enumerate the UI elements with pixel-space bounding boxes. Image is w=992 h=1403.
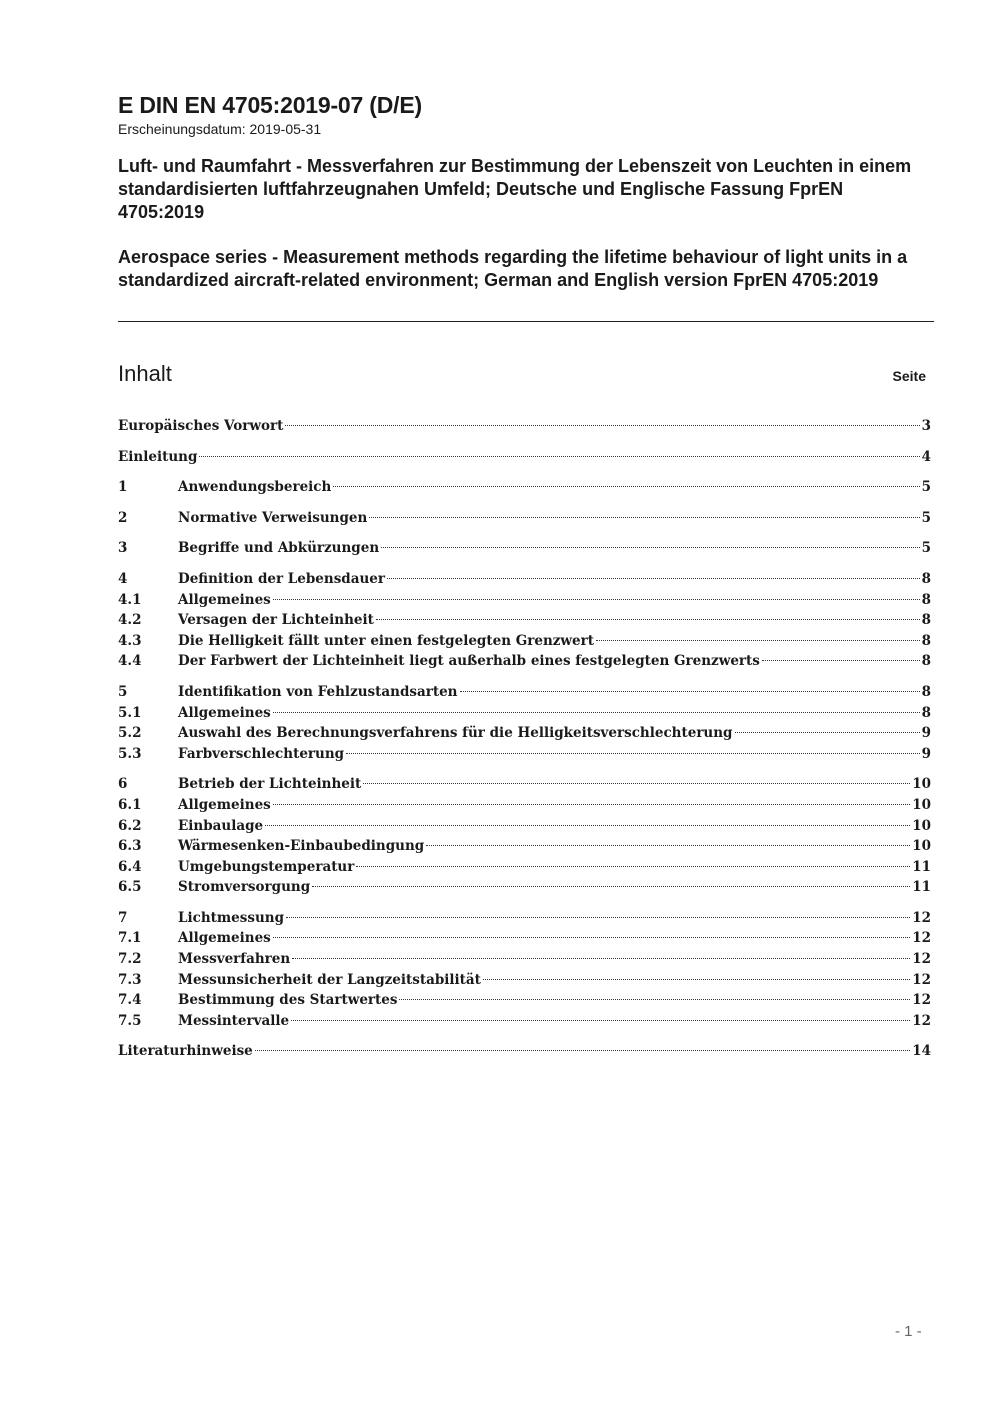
toc-page-column-label: Seite	[892, 368, 926, 384]
toc-entry-label[interactable]: Farbverschlechterung	[178, 745, 345, 762]
toc-entry-number: 5.2	[118, 725, 142, 742]
toc-entry-page: 10	[912, 776, 931, 793]
toc-entry-label[interactable]: Messintervalle	[178, 1012, 290, 1029]
toc-dot-leader	[291, 1020, 910, 1021]
toc-entry[interactable]	[118, 416, 931, 437]
toc-entry-number: 2	[118, 509, 128, 526]
toc-entry-number: 4.2	[118, 612, 142, 629]
toc-dot-leader	[369, 517, 919, 518]
toc-entry[interactable]	[118, 970, 931, 991]
toc-entry-page: 12	[912, 1012, 931, 1029]
toc-dot-leader	[762, 660, 920, 661]
toc-dot-leader	[273, 804, 910, 805]
toc-entry-number: 7.1	[118, 930, 142, 947]
toc-entry-number: 6.2	[118, 817, 142, 834]
toc-entry-page: 14	[912, 1043, 931, 1060]
toc-entry-label[interactable]: Europäisches Vorwort	[118, 418, 284, 434]
toc-entry-label[interactable]: Allgemeines	[178, 930, 271, 947]
toc-entry-label[interactable]: Allgemeines	[178, 796, 271, 813]
toc-entry-label[interactable]: Allgemeines	[178, 704, 271, 721]
toc-entry-page: 8	[921, 683, 931, 700]
toc-dot-leader	[483, 979, 910, 980]
toc-entry[interactable]	[118, 836, 931, 857]
toc-entry-number: 1	[118, 479, 128, 496]
toc-entry[interactable]	[118, 682, 931, 703]
toc-dot-leader	[333, 486, 919, 487]
toc-entry-page: 12	[912, 992, 931, 1009]
toc-entry[interactable]	[118, 816, 931, 837]
toc-entry[interactable]	[118, 703, 931, 724]
toc-entry-label[interactable]: Der Farbwert der Lichteinheit liegt außerhalb eines festgelegten Grenzwerts	[178, 653, 760, 670]
toc-entry[interactable]	[118, 908, 931, 929]
document-header	[118, 92, 938, 292]
toc-entry-number: 6.3	[118, 838, 142, 855]
toc-entry-number: 7.5	[118, 1012, 142, 1029]
toc-entry-label[interactable]: Versagen der Lichteinheit	[178, 612, 374, 629]
toc-entry[interactable]	[118, 857, 931, 878]
toc-dot-leader	[399, 999, 910, 1000]
toc-dot-leader	[426, 845, 910, 846]
toc-entry-page: 12	[912, 930, 931, 947]
toc-entry[interactable]	[118, 877, 931, 898]
toc-entry-label[interactable]: Literaturhinweise	[118, 1043, 253, 1060]
toc-dot-leader	[460, 691, 920, 692]
toc-entry[interactable]	[118, 949, 931, 970]
toc-entry-page: 12	[912, 971, 931, 988]
toc-entry-number: 6.4	[118, 858, 142, 875]
toc-entry-label[interactable]: Umgebungstemperatur	[178, 858, 355, 875]
toc-entry[interactable]	[118, 651, 931, 672]
toc-entry-number: 5.3	[118, 745, 142, 762]
toc-dot-leader	[346, 753, 920, 754]
toc-entry-page: 9	[921, 725, 931, 742]
toc-entry-number: 4.4	[118, 653, 142, 670]
toc-entry-label[interactable]: Messverfahren	[178, 951, 291, 968]
toc-entry-page: 8	[921, 704, 931, 721]
toc-entry-number: 7	[118, 909, 128, 926]
page-number: - 1 -	[895, 1323, 922, 1340]
toc-entry-page: 8	[921, 632, 931, 649]
toc-entry-label[interactable]: Definition der Lebensdauer	[178, 570, 386, 587]
publication-date: Erscheinungsdatum: 2019-05-31	[118, 121, 322, 137]
toc-entry[interactable]	[118, 744, 931, 765]
toc-entry[interactable]	[118, 447, 931, 468]
toc-entry-label[interactable]: Betrieb der Lichteinheit	[178, 776, 362, 793]
toc-dot-leader	[363, 783, 910, 784]
toc-entry-page: 5	[921, 509, 931, 526]
toc-dot-leader	[735, 732, 920, 733]
toc-dot-leader	[312, 886, 910, 887]
toc-entry-page: 8	[921, 570, 931, 587]
toc-entry-page: 10	[912, 838, 931, 855]
toc-entry-page: 8	[921, 653, 931, 670]
toc-entry[interactable]	[118, 928, 931, 949]
toc-header	[118, 360, 926, 390]
toc-entry-label[interactable]: Lichtmessung	[178, 909, 285, 926]
table-of-contents	[118, 416, 931, 1062]
toc-dot-leader	[286, 917, 910, 918]
toc-dot-leader	[255, 1050, 910, 1051]
toc-entry[interactable]	[118, 774, 931, 795]
toc-entry-page: 10	[912, 796, 931, 813]
toc-dot-leader	[265, 825, 910, 826]
header-divider	[118, 321, 934, 322]
toc-entry[interactable]	[118, 508, 931, 529]
toc-dot-leader	[356, 866, 910, 867]
toc-dot-leader	[376, 619, 920, 620]
toc-entry-label[interactable]: Einleitung	[118, 448, 198, 465]
toc-entry-label[interactable]: Auswahl des Berechnungsverfahrens für die Helligkeitsverschlechterung	[178, 725, 733, 742]
toc-entry-number: 4.1	[118, 591, 142, 608]
toc-entry-page: 11	[912, 858, 931, 875]
toc-entry[interactable]	[118, 538, 931, 559]
toc-dot-leader	[273, 937, 910, 938]
toc-dot-leader	[292, 958, 910, 959]
toc-entry-number: 7.2	[118, 951, 142, 968]
toc-entry-number: 7.3	[118, 971, 142, 988]
title-german: Luft- und Raumfahrt - Messverfahren zur Bestimmung der Lebenszeit von Leuchten in einem standardisierten luftfahrzeugnahen Umfeld; Deutsche und Englische Fassung FprEN 4705:2019	[118, 156, 912, 222]
toc-entry-page: 9	[921, 745, 931, 762]
toc-entry-label[interactable]: Normative Verweisungen	[178, 509, 368, 526]
toc-entry-number: 5.1	[118, 704, 142, 721]
toc-entry-number: 3	[118, 540, 128, 557]
toc-entry-label[interactable]: Messunsicherheit der Langzeitstabilität	[178, 971, 481, 988]
toc-dot-leader	[596, 640, 920, 641]
toc-entry-page: 5	[921, 540, 931, 557]
toc-entry[interactable]	[118, 990, 931, 1011]
title-english: Aerospace series - Measurement methods regarding the lifetime behaviour of light units in a standardized aircraft-related environment; German and English version FprEN 4705:2019	[118, 247, 908, 290]
toc-entry-number: 5	[118, 683, 128, 700]
toc-dot-leader	[387, 578, 920, 579]
toc-dot-leader	[273, 712, 920, 713]
toc-dot-leader	[273, 599, 920, 600]
toc-entry[interactable]	[118, 723, 931, 744]
toc-entry[interactable]	[118, 1041, 931, 1062]
toc-entry-label[interactable]: Einbaulage	[178, 817, 264, 834]
toc-entry-label[interactable]: Wärmesenken-Einbaubedingung	[178, 838, 425, 855]
toc-entry-label[interactable]: Bestimmung des Startwertes	[178, 992, 398, 1009]
toc-dot-leader	[381, 547, 919, 548]
toc-entry-number: 7.4	[118, 992, 142, 1009]
toc-entry-page: 12	[912, 909, 931, 926]
toc-entry-page: 8	[921, 591, 931, 608]
toc-entry-number: 6	[118, 776, 128, 793]
toc-entry[interactable]	[118, 569, 931, 590]
toc-entry[interactable]	[118, 610, 931, 631]
toc-entry-label[interactable]: Die Helligkeit fällt unter einen festgelegten Grenzwert	[178, 632, 594, 649]
toc-entry-label[interactable]: Allgemeines	[178, 591, 271, 608]
toc-heading: Inhalt	[118, 361, 172, 386]
toc-entry-label[interactable]: Identifikation von Fehlzustandsarten	[178, 683, 458, 700]
toc-entry-page: 8	[921, 612, 931, 629]
toc-entry[interactable]	[118, 631, 931, 652]
toc-entry-number: 6.5	[118, 879, 142, 896]
document-id: E DIN EN 4705:2019-07 (D/E)	[118, 92, 422, 118]
toc-entry[interactable]	[118, 590, 931, 611]
toc-entry-page: 4	[921, 448, 931, 465]
toc-entry-label[interactable]: Anwendungsbereich	[178, 479, 332, 496]
toc-dot-leader	[199, 456, 919, 457]
toc-entry-page: 12	[912, 951, 931, 968]
toc-entry-page: 5	[921, 479, 931, 496]
toc-entry[interactable]	[118, 477, 931, 498]
toc-entry[interactable]	[118, 1011, 931, 1032]
toc-entry-page: 10	[912, 817, 931, 834]
toc-entry-page: 11	[912, 879, 931, 896]
toc-dot-leader	[285, 425, 919, 426]
toc-entry[interactable]	[118, 795, 931, 816]
toc-entry-label[interactable]: Stromversorgung	[178, 879, 311, 896]
toc-entry-number: 4.3	[118, 632, 142, 649]
toc-entry-page: 3	[921, 418, 931, 434]
toc-entry-number: 6.1	[118, 796, 142, 813]
toc-entry-number: 4	[118, 570, 128, 587]
toc-entry-label[interactable]: Begriffe und Abkürzungen	[178, 540, 380, 557]
